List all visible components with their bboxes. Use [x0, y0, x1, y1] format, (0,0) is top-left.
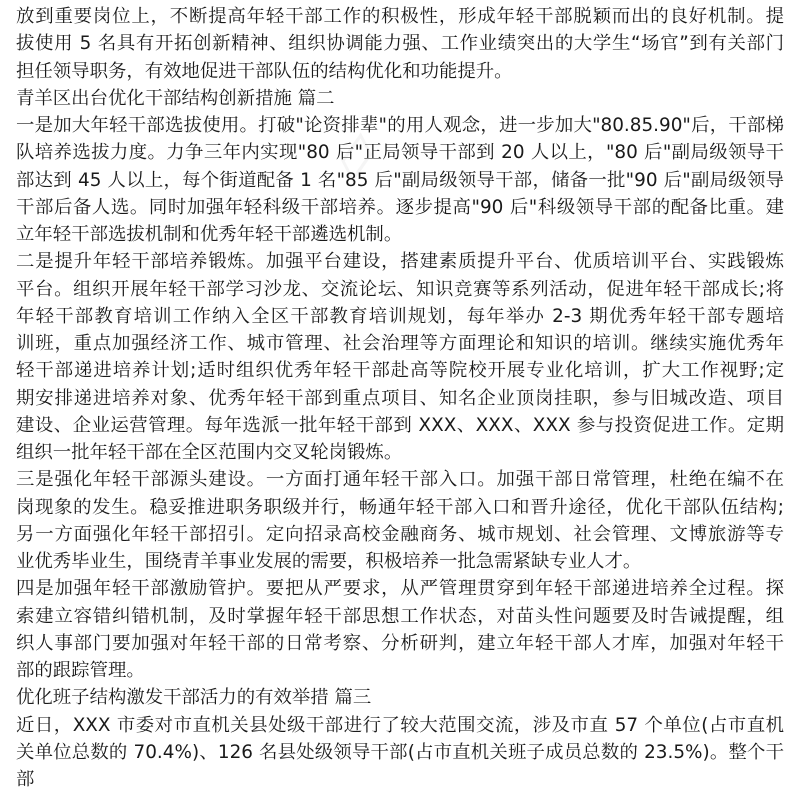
text-line: 部达到 45 人以上，每个街道配备 1 名"85 后"副局级领导干部，储备一批"90 后"副局级领导	[16, 169, 784, 191]
text-line: 四是加强年轻干部激励管护。要把从严要求，从严管理贯穿到年轻干部递进培养全过程。探	[16, 578, 784, 600]
text-line: 业优秀毕业生，围绕青羊事业发展的需要，积极培养一批急需紧缺专业人才。	[16, 551, 642, 572]
text-line: 一是加大年轻干部选拔使用。打破"论资排辈"的用人观念，进一步加大"80.85.90"后，干部梯	[16, 115, 784, 136]
text-line: 平台。组织开展年轻干部学习沙龙、交流论坛、知识竞赛等系列活动，促进年轻干部成长;将	[16, 278, 784, 300]
text-line: 拔使用 5 名具有开拓创新精神、组织协调能力强、工作业绩突出的大学生“场官”到有关部门	[16, 33, 784, 55]
paragraph	[16, 575, 784, 684]
text-line: 队培养选拔力度。力争三年内实现"80 后"正局领导干部到 20 人以上，"80 后"副局级领导干	[16, 142, 784, 164]
section-heading	[16, 684, 784, 711]
heading-text: 青羊区出台优化干部结构创新措施 篇二	[16, 87, 335, 109]
paragraph	[16, 712, 784, 790]
text-line: 二是提升年轻干部培养锻炼。加强平台建设，搭建素质提升平台、优质培训平台、实践锻炼	[16, 251, 784, 273]
document-body	[16, 3, 784, 790]
text-line: 干部后备人选。同时加强年轻科级干部培养。逐步提高"90 后"科级领导干部的配备比重。建	[16, 196, 784, 218]
paragraph	[16, 466, 784, 575]
text-line: 近日，XXX 市委对市直机关县处级干部进行了较大范围交流，涉及市直 57 个单位(占市直机	[16, 714, 784, 736]
text-line: 三是强化年轻干部源头建设。一方面打通年轻干部入口。加强干部日常管理，杜绝在编不在	[16, 469, 784, 491]
text-line: 年轻干部教育培训工作纳入全区干部教育培训规划，每年举办 2-3 期优秀年轻干部专题培	[16, 305, 784, 327]
text-line: 担任领导职务，有效地促进干部队伍的结构优化和功能提升。	[16, 60, 513, 82]
text-line: 组织一批年轻干部在全区范围内交叉轮岗锻炼。	[16, 442, 403, 463]
paragraph	[16, 248, 784, 466]
text-line: 另一方面强化年轻干部招引。定向招录高校金融商务、城市规划、社会管理、文博旅游等专	[16, 523, 784, 545]
text-line: 放到重要岗位上，不断提高年轻干部工作的积极性，形成年轻干部脱颖而出的良好机制。提	[16, 6, 784, 27]
text-line: 织人事部门要加强对年轻干部的日常考察、分析研判，建立年轻干部人才库，加强对年轻干	[16, 632, 784, 654]
text-line: 建设、企业运营管理。每年选派一批年轻干部到 XXX、XXX、XXX 参与投资促进工作。定期	[16, 414, 784, 436]
text-line: 部的跟踪管理。	[16, 660, 145, 681]
paragraph	[16, 3, 784, 85]
text-line: 轻干部递进培养计划;适时组织优秀年轻干部赴高等院校开展专业化培训，扩大工作视野;定	[16, 360, 784, 382]
text-line: 索建立容错纠错机制，及时掌握年轻干部思想工作状态，对苗头性问题要及时告诫提醒，组	[16, 605, 784, 627]
text-line: 立年轻干部选拔机制和优秀年轻干部遴选机制。	[16, 224, 403, 245]
text-line: 期安排递进培养对象、优秀年轻干部到重点项目、知名企业顶岗挂职，参与旧城改造、项目	[16, 387, 784, 409]
section-heading	[16, 85, 784, 112]
text-line: 关单位总数的 70.4%)、126 名县处级领导干部(占市直机关班子成员总数的 23.5%)。整个干部	[16, 741, 784, 790]
text-line: 训班，重点加强经济工作、城市管理、社会治理等方面理论和知识的培训。继续实施优秀年	[16, 333, 784, 354]
heading-text: 优化班子结构激发干部活力的有效举措 篇三	[16, 687, 372, 709]
text-line: 岗现象的发生。稳妥推进职务职级并行，畅通年轻干部入口和晋升途径，优化干部队伍结构;	[16, 496, 784, 518]
paragraph	[16, 112, 784, 248]
